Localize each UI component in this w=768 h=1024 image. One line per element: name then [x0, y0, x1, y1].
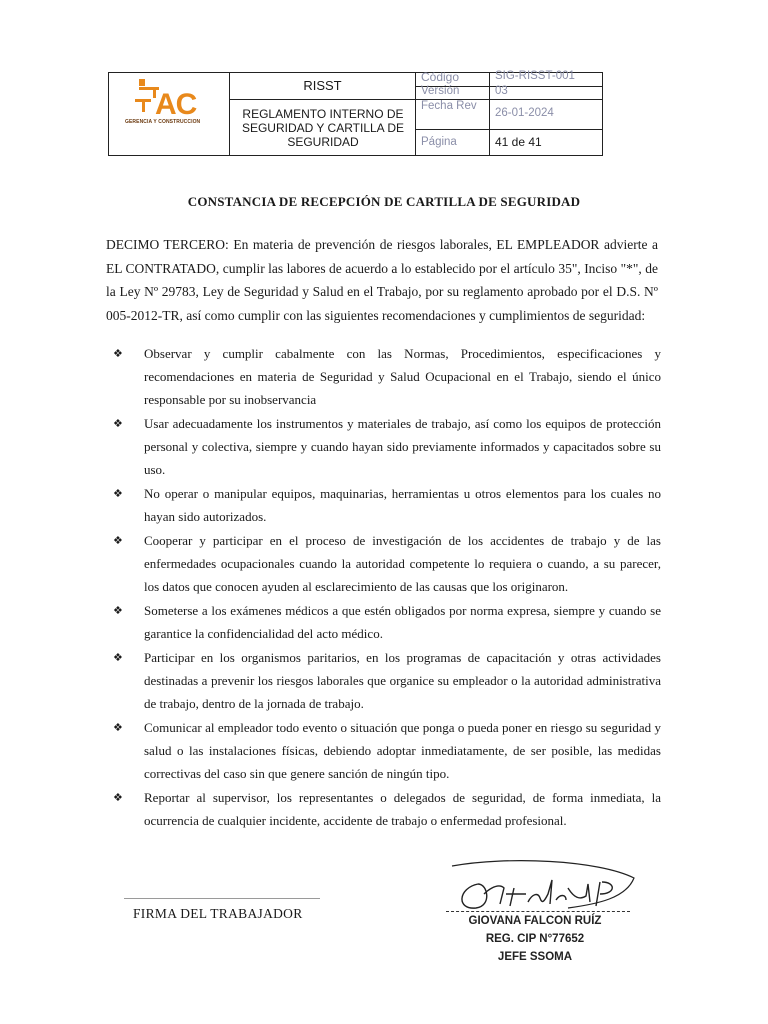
value-version: 03 — [495, 85, 508, 97]
signer-name: GIOVANA FALCON RUÍZ — [468, 915, 602, 927]
signer-stamp — [440, 912, 630, 966]
recommendations-list — [113, 342, 661, 833]
list-item: ❖ Comunicar al empleador todo evento o situación que ponga o pueda poner en riesgo su seguridad y salud o las instalaciones físicas, debiendo adoptar inmediatamente, de ser posible, las medidas correctivas del caso sin que genere sanción de ningún tipo. — [113, 716, 661, 785]
logo-text: AC — [155, 88, 197, 121]
diamond-bullet-icon: ❖ — [113, 651, 123, 664]
intro-paragraph: DECIMO TERCERO: En materia de prevención de riesgos laborales, EL EMPLEADOR advierte a EL CONTRATADO, cumplir las labores de acuerdo a lo establecido por el artículo 35", Inciso "*", de la Ley Nº 29783, Ley de Seguridad y Salud en el Trabajo, por su reglamento aprobado por el D.S. Nº 005-2012-TR, así como cumplir con las siguientes recomendaciones y cumplimientos de seguridad: — [106, 237, 658, 323]
diamond-bullet-icon: ❖ — [113, 487, 123, 500]
logo-subtitle: GERENCIA Y CONSTRUCCION — [125, 119, 201, 125]
list-item: ❖ Observar y cumplir cabalmente con las Normas, Procedimientos, especificaciones y recomendaciones en materia de Seguridad y Salud Ocupacional en el Trabajo, siendo el único responsable por su inobservancia — [113, 342, 661, 411]
diamond-bullet-icon: ❖ — [113, 791, 123, 804]
label-code: Código — [421, 70, 460, 84]
list-item: ❖ Reportar al supervisor, los representantes o delegados de seguridad, de forma inmediata, la ocurrencia de cualquier incidente, accidente de trabajo o enfermedad profesional. — [113, 786, 661, 832]
value-page: 41 de 41 — [495, 135, 542, 149]
list-item: ❖ Participar en los organismos paritarios, en los programas de capacitación y otras actividades destinadas a prevenir los riesgos laborales que organice su empleador o la autoridad administrativa de trabajo, dentro de la jornada de trabajo. — [113, 646, 661, 715]
diamond-bullet-icon: ❖ — [113, 347, 123, 360]
list-item: ❖ Someterse a los exámenes médicos a que estén obligados por norma expresa, siempre y cuando se garantice la confidencialidad del acto médico. — [113, 599, 661, 645]
signer-registration: REG. CIP N°77652 — [485, 933, 585, 945]
list-item: ❖ No operar o manipular equipos, maquinarias, herramientas u otros elementos para los cuales no hayan sido autorizados. — [113, 482, 661, 528]
worker-signature-label: FIRMA DEL TRABAJADOR — [133, 906, 303, 921]
handwritten-signature — [448, 854, 638, 916]
label-page: Página — [421, 136, 457, 148]
company-logo — [109, 73, 229, 155]
worker-signature-line — [124, 898, 320, 899]
diamond-bullet-icon: ❖ — [113, 534, 123, 547]
doc-code-name: RISST — [303, 78, 342, 93]
diamond-bullet-icon: ❖ — [113, 721, 123, 734]
signer-role: JEFE SSOMA — [497, 951, 573, 963]
document-header-table — [108, 72, 603, 156]
diamond-bullet-icon: ❖ — [113, 417, 123, 430]
diamond-bullet-icon: ❖ — [113, 604, 123, 617]
list-item: ❖ Usar adecuadamente los instrumentos y materiales de trabajo, así como los equipos de protección personal y colectiva, siempre y cuando hayan sido previamente informados y capacitados sobre su uso. — [113, 412, 661, 481]
label-date: Fecha Rev — [421, 100, 477, 112]
page-title: CONSTANCIA DE RECEPCIÓN DE CARTILLA DE SEGURIDAD — [187, 194, 581, 209]
list-item: ❖ Cooperar y participar en el proceso de investigación de los accidentes de trabajo y de las enfermedades ocupacionales cuando la autoridad competente lo requiera o cuando, a su parecer, los datos que conocen ayuden al esclarecimiento de las causas que los originaron. — [113, 529, 661, 598]
value-code: SIG-RISST-001 — [495, 70, 575, 82]
doc-title: REGLAMENTO INTERNO DE SEGURIDAD Y CARTILLA DE SEGURIDAD — [241, 107, 405, 149]
value-date: 26-01-2024 — [495, 107, 554, 119]
label-version: Versión — [421, 85, 460, 97]
